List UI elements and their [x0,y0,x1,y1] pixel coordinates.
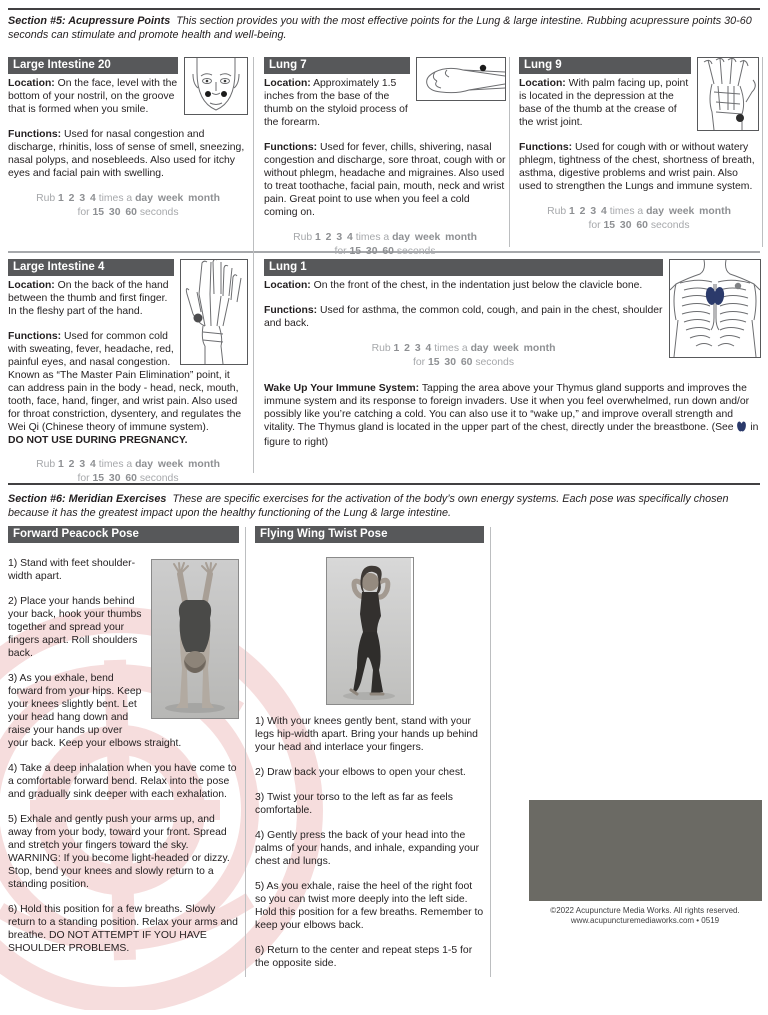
copyright-line: ©2022 Acupuncture Media Works. All rights reserved. [550,906,740,915]
acupoint-dot [736,114,744,122]
pose-card-flying-wing-twist [255,526,484,982]
thymus-shape [705,286,725,305]
location-paragraph: Location: On the face, level with the bottom of your nostril, on the groove that is formed when you smile. [8,78,178,115]
pose-step: 1) Stand with feet shoulder-width apart. [8,558,136,582]
flying-wing-twist-photo [326,557,414,705]
pose-step: 6) Return to the center and repeat steps 1-5 for the opposite side. [255,945,473,969]
lung7-hand-illustration [416,57,506,101]
pose-title-bar: Flying Wing Twist Pose [255,526,484,543]
forward-peacock-photo [151,559,239,719]
pose-step: 1) With your knees gently bent, stand with your legs hip-width apart. Bring your hands up behind your head and interlace your fingers. [255,716,478,753]
rub-frequency-note: Rub 1 2 3 4 times a day week month for 15 30 60 seconds [293,232,477,257]
acupoint-dot [205,91,211,97]
point-card-large-intestine-4 [8,259,248,496]
location-paragraph: Location: Approximately 1.5 inches from the base of the thumb on the styloid process of the forearm. [264,78,408,128]
point-title-bar: Large Intestine 4 [8,259,174,276]
functions-paragraph: Functions: Used for cough with or without watery phlegm, tightness of the chest, shortness of breath, asthma, digestive problems and wrist pain. Also used to strengthen the Lungs and immune system. [519,142,755,192]
lung1-chest-illustration [669,259,761,358]
point-title-bar: Large Intestine 20 [8,57,178,74]
functions-paragraph: Functions: Used for common cold with sweating, fever, headache, red, painful eyes, and nasal congestion. Known as “The Master Pain Elimination” point, it can address pain in the body - head, neck, mouth, tooth, face, hand, finger, and wrist pain. Also used for throat constriction, dysentery, and regulates the Wei Qi (Chinese theory of immune system). DO NOT USE DURING PREGNANCY. [8,331,242,446]
gray-placeholder-box [529,800,762,901]
column-divider [509,57,510,247]
functions-paragraph: Functions: Used for fever, chills, shivering, nasal congestion and discharge, sore throat, cough with or without phlegm, headache and migraines. Also used to treat toothache, facial pain, mouth, neck and wrist pain. Great point to use when you feel a cold coming on. [264,142,506,218]
immune-system-paragraph: Wake Up Your Immune System: Tapping the area above your Thymus gland supports and improves the immune system and its response to foreign invaders. Use it when you feel overwhelmed, run down and/or possibly like you’re catching a cold. You can also use it to “wake up,” and improve overall strength and vitality. The Thymus gland is located in the upper part of the chest, directly under the breastbone. (See in figure to right) [264,383,759,448]
section5-intro [8,14,760,42]
pose-card-forward-peacock [8,526,239,967]
pose-step: 4) Take a deep inhalation when you have come to a comfortable forward bend. Relax into the pose and gradually sink deeper with each exhalation. [8,763,237,800]
pose-step: 4) Gently press the back of your head into the palms of your hands, and inhale, expanding your chest and lungs. [255,830,480,867]
pose-step: 2) Place your hands behind your back, hook your thumbs together and spread your fingers apart. Roll shoulders back. [8,596,142,659]
point-title-bar: Lung 7 [264,57,410,74]
pose-step: 5) Exhale and gently push your arms up, and away from your body, toward your front. Spread and stretch your fingers toward the sky. WARNING: If you become light-headed or dizzy. Stop, bend your knees and slowly return to a standing position. [8,814,230,890]
location-paragraph: Location: With palm facing up, point is located in the depression at the base of the thumb at the crease of the wrist joint. [519,78,689,128]
copyright-footer [512,906,768,926]
rub-frequency-note: Rub 1 2 3 4 times a day week month for 15 30 60 seconds [36,459,220,484]
location-paragraph: Location: On the back of the hand between the thumb and first finger. In the fleshy part of the hand. [8,280,169,317]
rub-frequency-note: Rub 1 2 3 4 times a day week month for 15 30 60 seconds [547,206,731,231]
point-card-lung-9 [519,57,759,243]
point-title-bar: Lung 9 [519,57,691,74]
point-title-bar: Lung 1 [264,259,663,276]
column-divider [762,57,763,247]
pose-step: 2) Draw back your elbows to open your chest. [255,767,466,778]
pose-step: 3) Twist your torso to the left as far as feels comfortable. [255,792,453,816]
point-card-large-intestine-20 [8,57,248,230]
pregnancy-warning: DO NOT USE DURING PREGNANCY. [8,435,188,446]
pose-step: 3) As you exhale, bend forward from your hips. Keep your knees slightly bent. Let your head hang down and raise your hands up over your back. Keep your elbows straight. [8,673,182,749]
acupoint-dot [735,283,741,289]
functions-paragraph: Functions: Used for asthma, the common cold, cough, and pain in the chest, shoulder and back. [264,305,663,329]
li20-face-illustration [184,57,248,115]
lung9-hand-illustration [697,57,759,131]
column-divider [253,57,254,473]
thymus-glyph-icon [736,421,747,436]
section5-intro-text: This section provides you with the most effective points for the Lung & large intestine. Rubbing acupressure points 30-60 seconds can stimulate and promote health and well-being. [8,15,752,41]
acupoint-dot [480,65,486,71]
location-paragraph: Location: On the front of the chest, in the indentation just below the clavicle bone. [264,280,643,291]
pose-title-bar: Forward Peacock Pose [8,526,239,543]
pose-step: 5) As you exhale, raise the heel of the right foot so you can twist more deeply into the left side. Hold this position for a few breaths. Remember to keep your elbows back. [255,881,484,931]
acupoint-dot [221,91,227,97]
acupoint-dot [194,314,203,323]
section5-title: Section #5: Acupressure Points [8,15,171,27]
section6-title: Section #6: Meridian Exercises [8,493,167,505]
li4-hand-illustration [180,259,248,365]
point-card-lung-1 [264,259,761,461]
rub-frequency-note: Rub 1 2 3 4 times a day week month for 15 30 60 seconds [36,193,220,218]
top-rule [8,8,760,10]
functions-paragraph: Functions: Used for nasal congestion and discharge, rhinitis, loss of sense of smell, sneezing, nasal polyps, and nosebleeds. Also used for itchy eyes and facial pain with swelling. [8,129,245,179]
rub-frequency-note: Rub 1 2 3 4 times a day week month for 15 30 60 seconds [371,343,556,368]
website-line: www.acupuncturemediaworks.com • 0519 [570,916,720,925]
section6-intro [8,492,760,520]
point-card-lung-7 [264,57,506,269]
section6-intro-text: These are specific exercises for the activation of the body’s own energy systems. Each pose was specifically chosen because it has the greatest impact upon the healthy functioning of the Lung & large intestine. [8,493,729,519]
pose-column-divider [490,527,491,977]
pose-column-divider [245,527,246,977]
pose-step: 6) Hold this position for a few breaths. Slowly return to a standing position. Relax your arms and breathe. DO NOT ATTEMPT IF YOU HAVE SHOULDER PROBLEMS. [8,904,238,954]
